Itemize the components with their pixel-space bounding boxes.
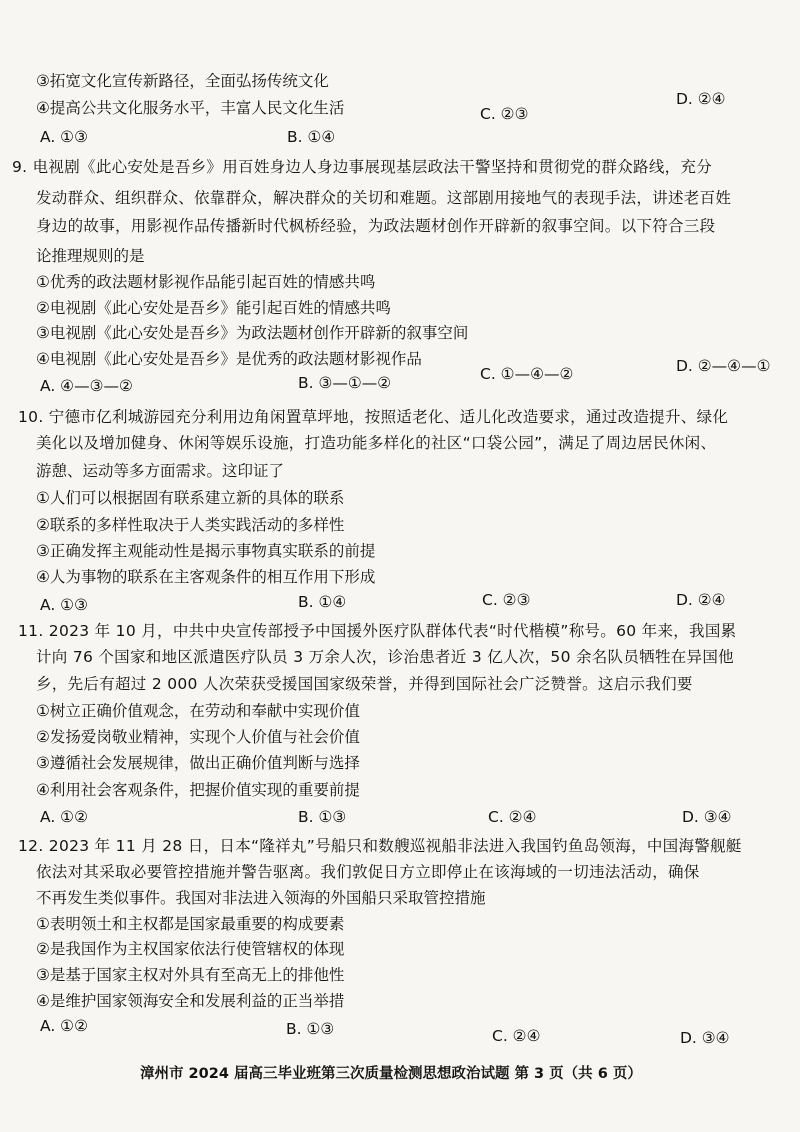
q11-option-a: A. ①② bbox=[40, 808, 88, 826]
q12-stem-line-1: 12. 2023 年 11 月 28 日，日本“隆祥丸”号船只和数艘巡视船非法进入我国钓鱼岛领海，中国海警舰艇 bbox=[18, 837, 742, 855]
q11-item-3: ③遵循社会发展规律，做出正确价值判断与选择 bbox=[36, 754, 360, 772]
q10-option-a: A. ①③ bbox=[40, 596, 88, 614]
q10-stem-line-2: 美化以及增加健身、休闲等娱乐设施，打造功能多样化的社区“口袋公园”，满足了周边居民休闲、 bbox=[36, 434, 717, 452]
q10-option-c: C. ②③ bbox=[482, 591, 531, 609]
q8-item-3: ③拓宽文化宣传新路径，全面弘扬传统文化 bbox=[36, 72, 329, 90]
q11-option-c: C. ②④ bbox=[488, 808, 537, 826]
q12-stem-line-2: 依法对其采取必要管控措施并警告驱离。我们敦促日方立即停止在该海域的一切违法活动，确保 bbox=[36, 863, 700, 881]
q9-stem-line-2: 发动群众、组织群众、依靠群众，解决群众的关切和难题。这部剧用接地气的表现手法，讲述老百姓 bbox=[36, 189, 732, 207]
q8-option-a: A. ①③ bbox=[40, 128, 88, 146]
q8-option-d: D. ②④ bbox=[676, 90, 726, 108]
q12-option-b: B. ①③ bbox=[286, 1020, 335, 1038]
q9-stem-line-3: 身边的故事，用影视作品传播新时代枫桥经验，为政法题材创作开辟新的叙事空间。以下符合三段 bbox=[36, 217, 716, 235]
q12-item-2: ②是我国作为主权国家依法行使管辖权的体现 bbox=[36, 940, 345, 958]
page-footer: 漳州市 2024 届高三毕业班第三次质量检测思想政治试题 第 3 页（共 6 页） bbox=[140, 1066, 642, 1082]
q9-item-4: ④电视剧《此心安处是吾乡》是优秀的政法题材影视作品 bbox=[36, 350, 422, 368]
q10-item-2: ②联系的多样性取决于人类实践活动的多样性 bbox=[36, 516, 345, 534]
q10-item-1: ①人们可以根据固有联系建立新的具体的联系 bbox=[36, 489, 345, 507]
q12-option-c: C. ②④ bbox=[492, 1027, 541, 1045]
q11-item-1: ①树立正确价值观念，在劳动和奉献中实现价值 bbox=[36, 702, 360, 720]
q11-stem-line-3: 乡，先后有超过 2 000 人次荣获受援国国家级荣誉，并得到国际社会广泛赞誉。这启示我们要 bbox=[36, 675, 693, 693]
q12-item-1: ①表明领土和主权都是国家最重要的构成要素 bbox=[36, 915, 345, 933]
q8-item-4: ④提高公共文化服务水平，丰富人民文化生活 bbox=[36, 99, 345, 117]
q10-option-d: D. ②④ bbox=[676, 591, 726, 609]
q9-option-c: C. ①—④—② bbox=[480, 365, 574, 383]
q9-item-2: ②电视剧《此心安处是吾乡》能引起百姓的情感共鸣 bbox=[36, 299, 391, 317]
q8-option-c: C. ②③ bbox=[480, 105, 529, 123]
q9-option-a: A. ④—③—② bbox=[40, 377, 133, 395]
q10-option-b: B. ①④ bbox=[298, 593, 347, 611]
q12-item-4: ④是维护国家领海安全和发展利益的正当举措 bbox=[36, 992, 345, 1010]
q11-item-4: ④利用社会客观条件，把握价值实现的重要前提 bbox=[36, 781, 360, 799]
q12-stem-line-3: 不再发生类似事件。我国对非法进入领海的外国船只采取管控措施 bbox=[36, 889, 486, 907]
q10-stem-line-3: 游憩、运动等多方面需求。这印证了 bbox=[36, 462, 285, 480]
q11-item-2: ②发扬爱岗敬业精神，实现个人价值与社会价值 bbox=[36, 728, 360, 746]
q11-option-b: B. ①③ bbox=[298, 808, 347, 826]
q9-option-d: D. ②—④—① bbox=[676, 357, 771, 375]
q12-option-a: A. ①② bbox=[40, 1017, 88, 1035]
q11-option-d: D. ③④ bbox=[682, 808, 732, 826]
q9-stem-line-4: 论推理规则的是 bbox=[36, 247, 145, 265]
q8-option-b: B. ①④ bbox=[287, 128, 336, 146]
q11-stem-line-2: 计向 76 个国家和地区派遣医疗队员 3 万余人次，诊治患者近 3 亿人次，50 余名队员牺牲在异国他 bbox=[36, 648, 734, 666]
q9-item-3: ③电视剧《此心安处是吾乡》为政法题材创作开辟新的叙事空间 bbox=[36, 324, 469, 342]
q9-item-1: ①优秀的政法题材影视作品能引起百姓的情感共鸣 bbox=[36, 273, 376, 291]
q12-item-3: ③是基于国家主权对外具有至高无上的排他性 bbox=[36, 966, 345, 984]
q12-option-d: D. ③④ bbox=[680, 1029, 730, 1047]
q10-item-4: ④人为事物的联系在主客观条件的相互作用下形成 bbox=[36, 568, 376, 586]
q10-item-3: ③正确发挥主观能动性是揭示事物真实联系的前提 bbox=[36, 542, 376, 560]
q9-option-b: B. ③—①—② bbox=[298, 374, 392, 392]
q11-stem-line-1: 11. 2023 年 10 月，中共中央宣传部授予中国援外医疗队群体代表“时代楷模”称号。60 年来，我国累 bbox=[18, 622, 737, 640]
q10-stem-line-1: 10. 宁德市亿利城游园充分利用边角闲置草坪地，按照适老化、适儿化改造要求，通过改造提升、绿化 bbox=[18, 408, 729, 426]
q9-stem-line-1: 9. 电视剧《此心安处是吾乡》用百姓身边人身边事展现基层政法干警坚持和贯彻党的群众路线，充分 bbox=[12, 158, 713, 176]
